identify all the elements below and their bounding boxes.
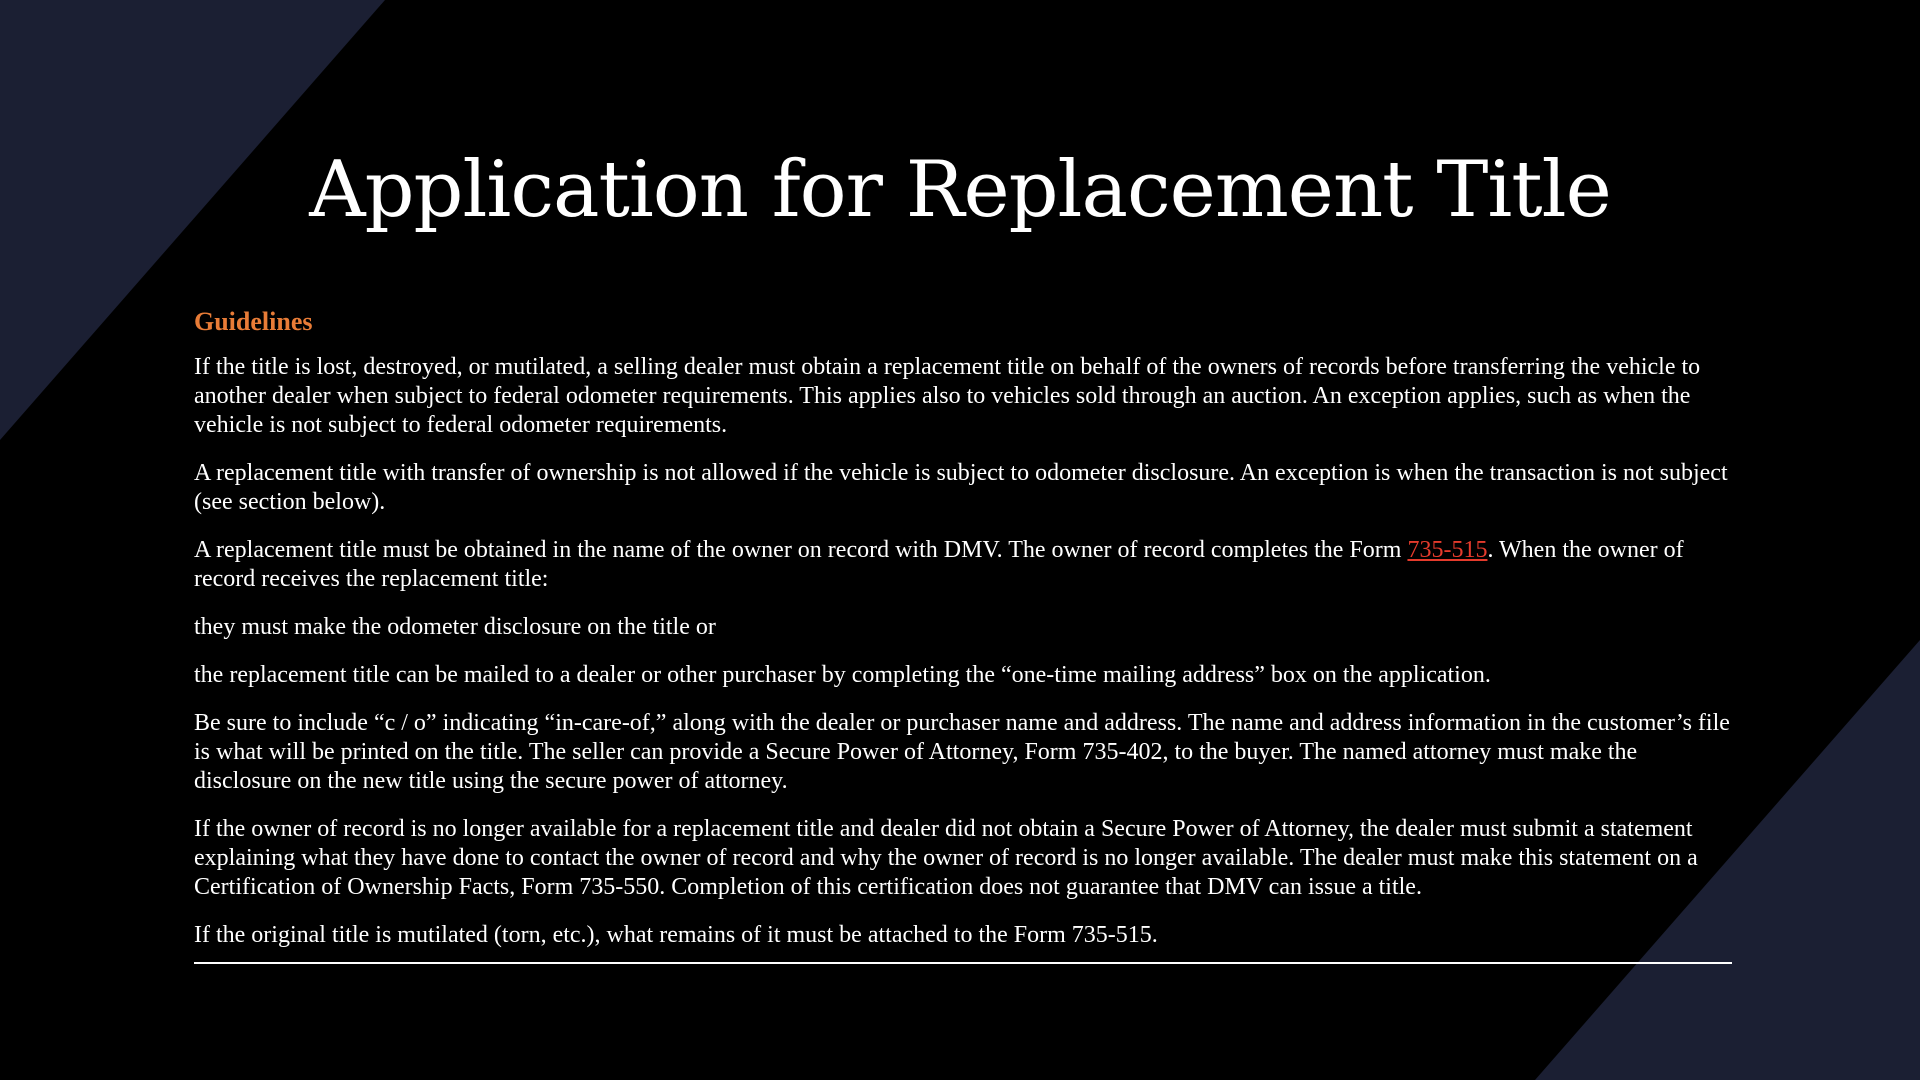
bottom-divider xyxy=(194,962,1732,964)
paragraph-transfer-ownership: A replacement title with transfer of ownership is not allowed if the vehicle is subject to odometer disclosure. An exception is when the transaction is not subject (see section below). xyxy=(194,460,1728,516)
paragraph-mailing-address: the replacement title can be mailed to a dealer or other purchaser by completing the “one-time mailing address” box on the application. xyxy=(194,662,1491,689)
paragraph-owner-of-record xyxy=(194,536,1732,594)
form-735-515-link[interactable]: 735-515 xyxy=(1407,537,1488,564)
paragraph-mutilated-title: If the original title is mutilated (torn, etc.), what remains of it must be attached to the Form 735-515. xyxy=(194,922,1158,949)
paragraph-lost-title: If the title is lost, destroyed, or mutilated, a selling dealer must obtain a replacement title on behalf of the owners of records before transferring the vehicle to another dealer when subject to federal odometer requirements. This applies also to vehicles sold through an auction. An exception applies, such as when the vehicle is not subject to federal odometer requirements. xyxy=(194,354,1701,439)
guidelines-section xyxy=(194,306,1732,964)
slide-title: Application for Replacement Title xyxy=(309,145,1611,235)
paragraph-owner-of-record-text: A replacement title must be obtained in the name of the owner on record with DMV. The owner of record completes the Form xyxy=(194,537,1408,564)
paragraph-odometer-disclosure: they must make the odometer disclosure on the title or xyxy=(194,614,716,641)
paragraph-in-care-of: Be sure to include “c / o” indicating “in-care-of,” along with the dealer or purchaser name and address. The name and address information in the customer’s file is what will be printed on the title. The seller can provide a Secure Power of Attorney, Form 735-402, to the buyer. The named attorney must make the disclosure on the new title using the secure power of attorney. xyxy=(194,710,1730,795)
paragraph-owner-unavailable: If the owner of record is no longer available for a replacement title and dealer did not obtain a Secure Power of Attorney, the dealer must submit a statement explaining what they have done to contact the owner of record and why the owner of record is no longer available. The dealer must make this statement on a Certification of Ownership Facts, Form 735-550. Completion of this certification does not guarantee that DMV can issue a title. xyxy=(194,816,1698,901)
section-heading: Guidelines xyxy=(194,307,313,336)
paragraph-owner-of-record-text-end: . When the owner of record receives the replacement title: xyxy=(194,537,1684,593)
